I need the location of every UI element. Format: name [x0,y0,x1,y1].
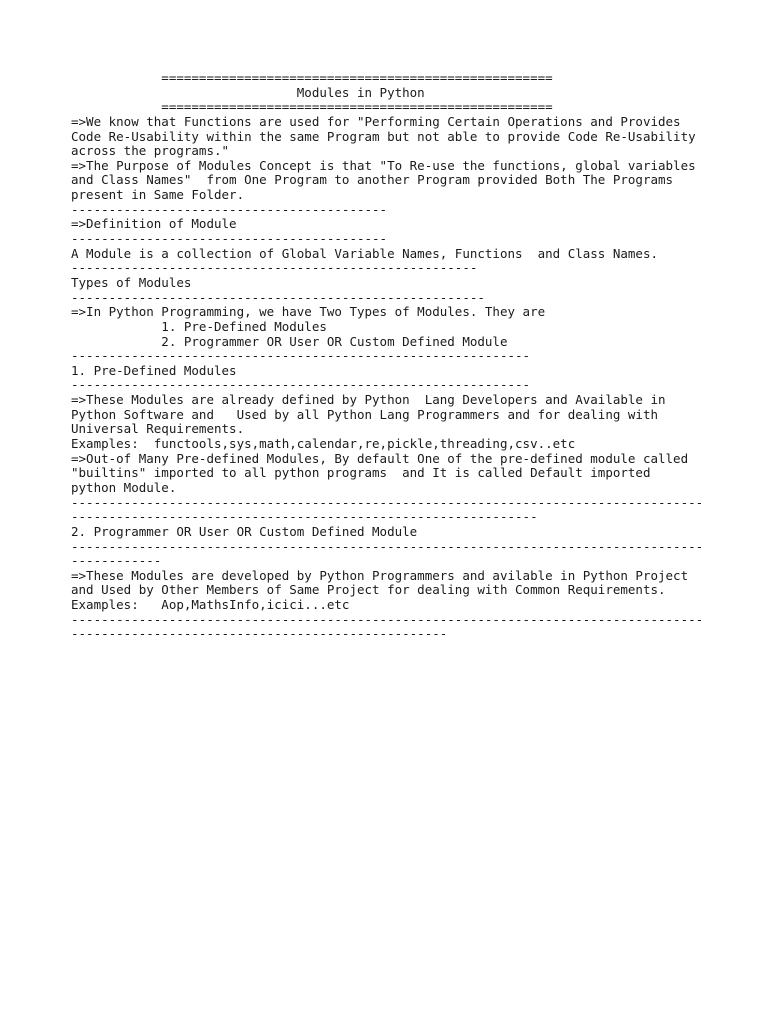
divider: ------------ [71,553,162,569]
title-rule-bottom: ==================================================== [71,99,553,115]
predefined-text: =>These Modules are already defined by Python Lang Developers and Available in [71,392,666,408]
custom-text: =>These Modules are developed by Python Programmers and avilable in Python Project [71,567,689,583]
divider: ------------------------------------------------------- [71,289,485,305]
custom-text: and Used by Other Members of Same Project for dealing with Common Requirements. [71,582,666,598]
predefined-examples: Examples: functools,sys,math,calendar,re,pickle,threading,csv..etc [71,436,576,452]
section-heading-predefined: 1. Pre-Defined Modules [71,362,237,378]
purpose-line: =>The Purpose of Modules Concept is that "To Re-use the functions, global variables [71,157,696,173]
section-heading-definition: =>Definition of Module [71,216,237,232]
purpose-line: present in Same Folder. [71,187,245,203]
document-title: Modules in Python [71,84,425,100]
divider: ------------------------------------------------------------- [71,348,531,364]
types-list-item: 1. Pre-Defined Modules [71,318,327,334]
definition-text: A Module is a collection of Global Variable Names, Functions and Class Names. [71,245,658,261]
document-page [71,71,711,642]
predefined-text: Python Software and Used by all Python Lang Programmers and for dealing with [71,406,658,422]
divider: ------------------------------------------------------------------------------------ [71,611,704,627]
predefined-text: Universal Requirements. [71,421,245,437]
divider: -------------------------------------------------- [71,626,448,642]
intro-line: =>We know that Functions are used for "Performing Certain Operations and Provides [71,113,681,129]
intro-line: Code Re-Usability within the same Program but not able to provide Code Re-Usability [71,128,696,144]
section-heading-custom: 2. Programmer OR User OR Custom Defined Module [71,523,418,539]
divider: ------------------------------------------------------------- [71,377,531,393]
divider: ------------------------------------------ [71,231,388,247]
divider: ------------------------------------------------------------------------------------ [71,494,704,510]
purpose-line: and Class Names" from One Program to another Program provided Both The Programs [71,172,674,188]
section-heading-types: Types of Modules [71,274,192,290]
divider: -------------------------------------------------------------- [71,509,538,525]
divider: ------------------------------------------------------------------------------------ [71,538,704,554]
custom-examples: Examples: Aop,MathsInfo,icici...etc [71,597,350,613]
intro-line: across the programs." [71,143,230,159]
title-rule-top: ==================================================== [71,70,553,85]
builtins-text: =>Out-of Many Pre-defined Modules, By default One of the pre-defined module called [71,450,689,466]
divider: ------------------------------------------------------ [71,260,478,276]
divider: ------------------------------------------ [71,201,388,217]
builtins-text: python Module. [71,479,177,495]
types-intro: =>In Python Programming, we have Two Types of Modules. They are [71,304,546,320]
types-list-item: 2. Programmer OR User OR Custom Defined Module [71,333,508,349]
builtins-text: "builtins" imported to all python programs and It is called Default imported [71,465,651,481]
